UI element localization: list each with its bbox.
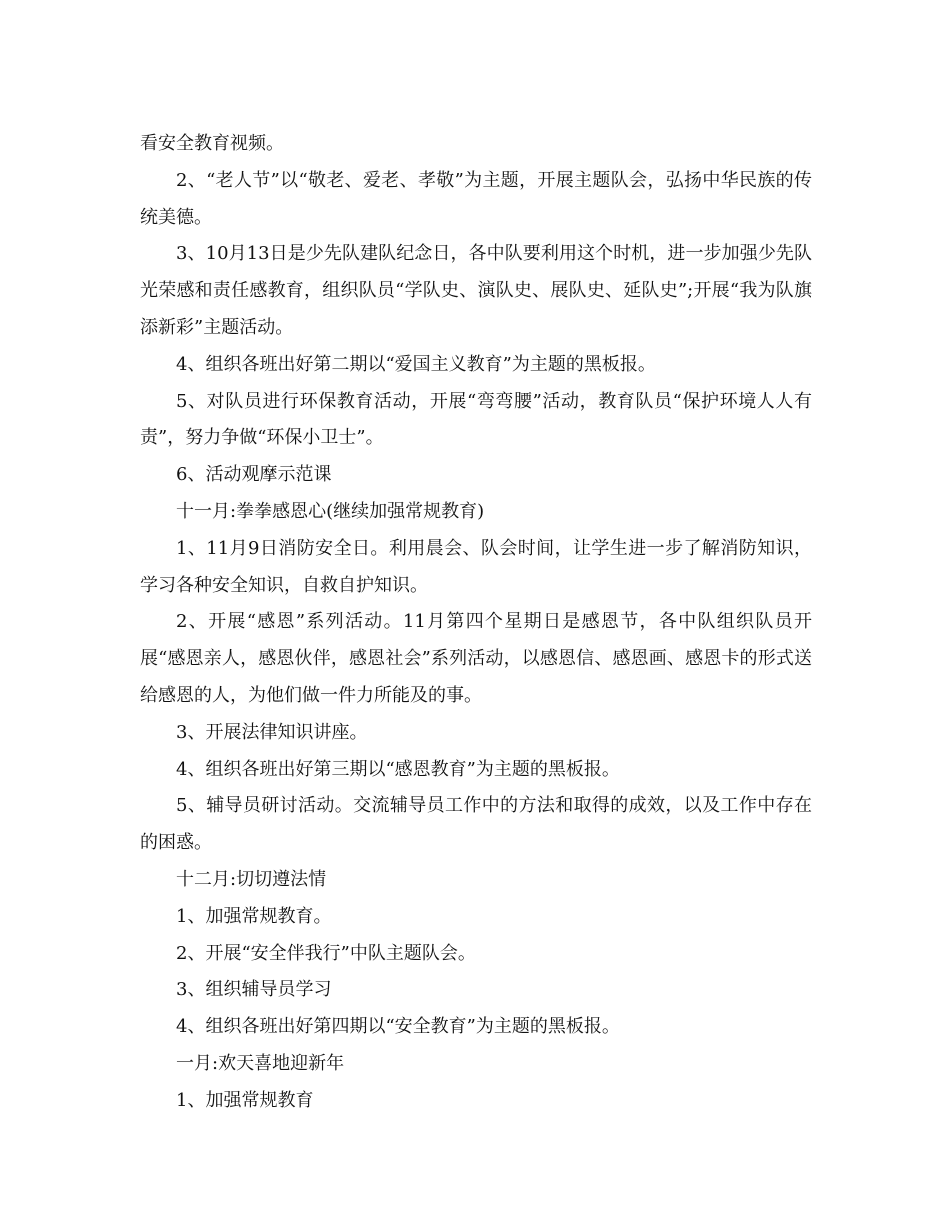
paragraph-jan-item-1: 1、加强常规教育 [176, 1089, 314, 1111]
paragraph-dec-item-2: 2、开展“安全伴我行”中队主题队会。 [176, 942, 476, 964]
paragraph-nov-item-5: 5、辅导员研讨活动。交流辅导员工作中的方法和取得的成效，以及工作中存在的困惑。 [140, 795, 812, 854]
paragraph-item-4: 4、组织各班出好第二期以“爱国主义教育”为主题的黑板报。 [176, 353, 656, 375]
section-heading-december: 十二月:切切遵法情 [176, 868, 327, 890]
paragraph-item-2: 2、“老人节”以“敬老、爱老、孝敬”为主题，开展主题队会，弘扬中华民族的传统美德。 [140, 169, 812, 228]
paragraph-dec-item-1: 1、加强常规教育。 [176, 905, 332, 927]
paragraph-item-6: 6、活动观摩示范课 [176, 464, 332, 486]
paragraph-dec-item-3: 3、组织辅导员学习 [176, 979, 332, 1001]
section-heading-january: 一月:欢天喜地迎新年 [176, 1052, 345, 1074]
paragraph-nov-item-1: 1、11月9日消防安全日。利用晨会、队会时间，让学生进一步了解消防知识，学习各种安全知识，自救自护知识。 [140, 537, 812, 596]
paragraph-item-3: 3、10月13日是少先队建队纪念日，各中队要利用这个时机，进一步加强少先队光荣感和责任感教育，组织队员“学队史、演队史、展队史、延队史”;开展“我为队旗添新彩”主题活动。 [140, 243, 812, 338]
paragraph-nov-item-3: 3、开展法律知识讲座。 [176, 721, 368, 743]
document-page [140, 126, 812, 1120]
paragraph-nov-item-4: 4、组织各班出好第三期以“感恩教育”为主题的黑板报。 [176, 758, 620, 780]
paragraph-item-5: 5、对队员进行环保教育活动，开展“弯弯腰”活动，教育队员“保护环境人人有责”，努力争做“环保小卫士”。 [140, 390, 812, 449]
paragraph-continuation: 看安全教育视频。 [140, 133, 284, 154]
section-heading-november: 十一月:拳拳感恩心(继续加强常规教育) [176, 500, 485, 522]
paragraph-dec-item-4: 4、组织各班出好第四期以“安全教育”为主题的黑板报。 [176, 1016, 620, 1038]
paragraph-nov-item-2: 2、开展“感恩”系列活动。11月第四个星期日是感恩节，各中队组织队员开展“感恩亲人，感恩伙伴，感恩社会”系列活动，以感恩信、感恩画、感恩卡的形式送给感恩的人，为他们做一件力所能及的事。 [140, 611, 812, 706]
